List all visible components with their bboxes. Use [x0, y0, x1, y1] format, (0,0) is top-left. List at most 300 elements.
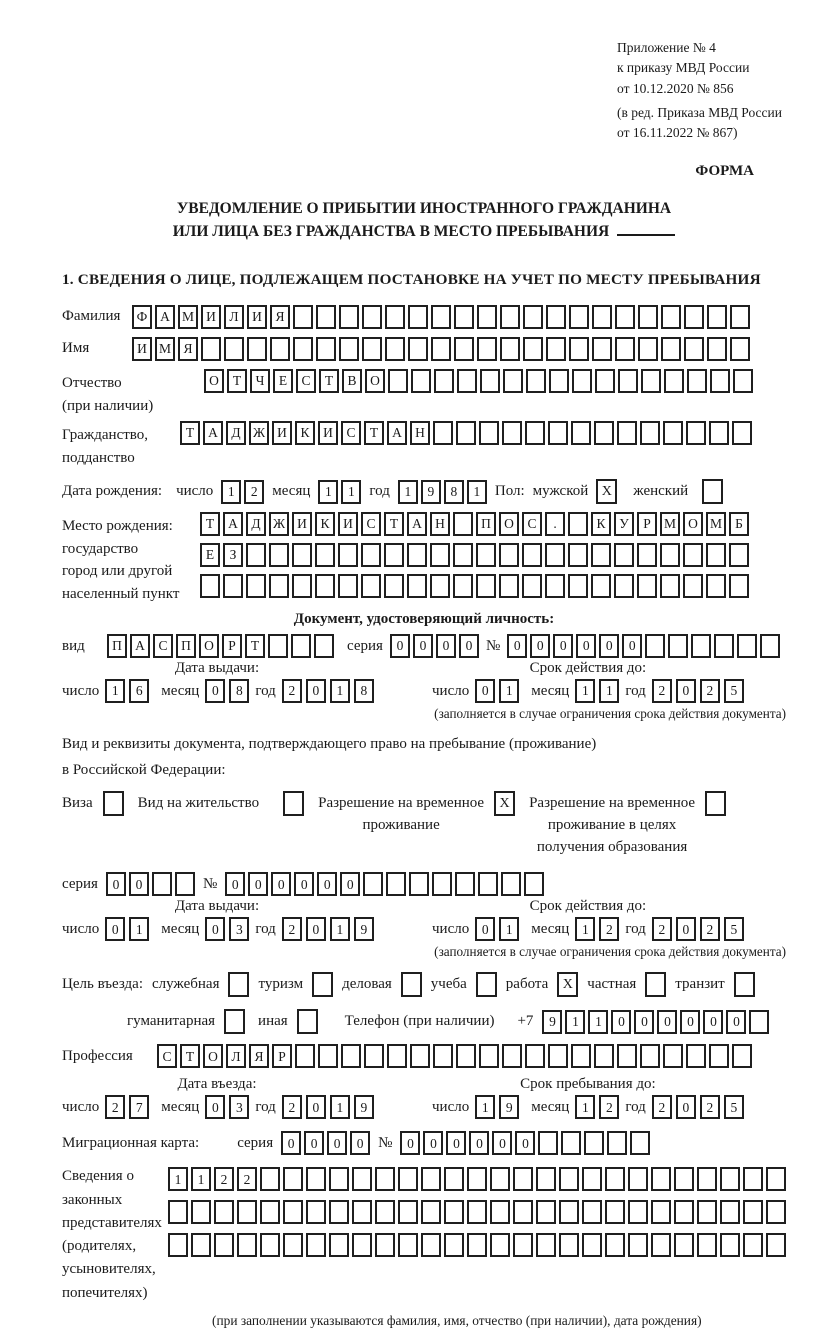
- char-cell: 7: [129, 1095, 149, 1119]
- char-cell: [732, 421, 752, 445]
- char-cell: [375, 1167, 395, 1191]
- res-issue-month-cells: [205, 917, 249, 941]
- day-label: число: [62, 920, 100, 937]
- char-cell: [571, 1044, 591, 1068]
- char-cell: [561, 1131, 581, 1155]
- annex-line: от 10.12.2020 № 856: [617, 80, 734, 96]
- temp-residence-education-checkbox: [705, 791, 726, 816]
- char-cell: [697, 1167, 717, 1191]
- char-cell: 3: [229, 917, 249, 941]
- char-cell: [237, 1233, 257, 1257]
- char-cell: [720, 1167, 740, 1191]
- char-cell: [559, 1200, 579, 1224]
- char-cell: [214, 1233, 234, 1257]
- char-cell: А: [203, 421, 223, 445]
- char-cell: [362, 305, 382, 329]
- char-cell: [697, 1200, 717, 1224]
- char-cell: [523, 305, 543, 329]
- name-cells: [132, 337, 750, 361]
- char-cell: [431, 337, 451, 361]
- char-cell: [341, 1044, 361, 1068]
- birth-place-cell-rows: [200, 512, 749, 598]
- patronymic-label: Отчество (при наличии): [62, 375, 154, 414]
- char-cell: [732, 1044, 752, 1068]
- surname-label: Фамилия: [62, 308, 121, 325]
- char-cell: 2: [282, 917, 302, 941]
- char-cell: [315, 543, 335, 567]
- char-cell: О: [365, 369, 385, 393]
- char-cell: [743, 1233, 763, 1257]
- char-cell: 0: [106, 872, 126, 896]
- char-cell: [490, 1233, 510, 1257]
- doc-series-label: серия: [347, 637, 383, 654]
- temp-residence-checkbox: X: [494, 791, 515, 816]
- valid-until-heading: Срок действия до:: [529, 660, 647, 677]
- option-temp-residence: Разрешение на временное проживание X: [318, 791, 515, 837]
- char-cell: [584, 1131, 604, 1155]
- entry-stay-dates: [62, 1076, 786, 1119]
- char-cell: О: [683, 512, 703, 536]
- char-cell: Д: [246, 512, 266, 536]
- char-cell: 1: [105, 679, 125, 703]
- char-cell: 0: [459, 634, 479, 658]
- char-cell: [546, 337, 566, 361]
- char-cell: [614, 574, 634, 598]
- char-cell: [618, 369, 638, 393]
- char-cell: 0: [281, 1131, 301, 1155]
- char-cell: Л: [224, 305, 244, 329]
- year-label: год: [255, 1098, 276, 1115]
- entry-day-cells: [105, 1095, 149, 1119]
- month-label: месяц: [161, 920, 200, 937]
- birth-day-cells: [221, 480, 264, 504]
- char-cell: [314, 634, 334, 658]
- char-cell: [743, 1200, 763, 1224]
- char-cell: [582, 1233, 602, 1257]
- char-cell: 0: [390, 634, 410, 658]
- option-visa: Виза: [62, 791, 124, 816]
- char-cell: 8: [444, 480, 464, 504]
- char-cell: 1: [330, 679, 350, 703]
- char-cell: 0: [530, 634, 550, 658]
- char-cell: [568, 512, 588, 536]
- char-cell: 0: [400, 1131, 420, 1155]
- char-cell: 9: [499, 1095, 519, 1119]
- year-label: год: [625, 920, 646, 937]
- char-cell: 2: [652, 917, 672, 941]
- annex-line: от 16.11.2022 № 867): [617, 125, 738, 140]
- visa-checkbox: [103, 791, 124, 816]
- sex-female-checkbox: [702, 479, 723, 504]
- char-cell: [595, 369, 615, 393]
- profession-cells: [157, 1044, 752, 1068]
- char-cell: [421, 1233, 441, 1257]
- day-label: число: [432, 682, 470, 699]
- char-cell: Д: [226, 421, 246, 445]
- char-cell: [223, 574, 243, 598]
- char-cell: 0: [327, 1131, 347, 1155]
- char-cell: [559, 1167, 579, 1191]
- char-cell: [385, 337, 405, 361]
- char-cell: И: [201, 305, 221, 329]
- char-cell: [387, 1044, 407, 1068]
- char-cell: [524, 872, 544, 896]
- char-cell: [268, 634, 288, 658]
- issue-month-cells: [205, 679, 249, 703]
- char-cell: [522, 543, 542, 567]
- char-cell: [260, 1200, 280, 1224]
- stay-day-cells: [475, 1095, 519, 1119]
- sex-male-checkbox: X: [596, 479, 617, 504]
- char-cell: Т: [180, 421, 200, 445]
- char-cell: [318, 1044, 338, 1068]
- char-cell: 2: [599, 1095, 619, 1119]
- char-cell: [306, 1233, 326, 1257]
- char-cell: [605, 1167, 625, 1191]
- char-cell: [352, 1233, 372, 1257]
- res-valid-day-cells: [475, 917, 519, 941]
- char-cell: 0: [248, 872, 268, 896]
- char-cell: П: [176, 634, 196, 658]
- char-cell: [503, 369, 523, 393]
- char-cell: [686, 421, 706, 445]
- char-cell: [569, 337, 589, 361]
- char-cell: Т: [245, 634, 265, 658]
- char-cell: А: [155, 305, 175, 329]
- char-cell: Р: [272, 1044, 292, 1068]
- representatives-row: [62, 1165, 786, 1305]
- form-title-line2: ИЛИ ЛИЦА БЕЗ ГРАЖДАНСТВА В МЕСТО ПРЕБЫВАНИЯ: [62, 221, 786, 243]
- char-cell: [651, 1233, 671, 1257]
- char-cell: С: [153, 634, 173, 658]
- char-cell: [480, 369, 500, 393]
- char-cell: [500, 337, 520, 361]
- char-cell: [502, 1044, 522, 1068]
- res-series-label: серия: [62, 875, 98, 892]
- char-cell: 1: [129, 917, 149, 941]
- char-cell: [686, 1044, 706, 1068]
- char-cell: 0: [304, 1131, 324, 1155]
- char-cell: [292, 543, 312, 567]
- char-cell: [408, 305, 428, 329]
- char-cell: [329, 1233, 349, 1257]
- res-valid-month-cells: [575, 917, 619, 941]
- char-cell: [398, 1200, 418, 1224]
- char-cell: [453, 512, 473, 536]
- char-cell: [467, 1167, 487, 1191]
- char-cell: [224, 337, 244, 361]
- char-cell: [292, 574, 312, 598]
- char-cell: 0: [492, 1131, 512, 1155]
- doc-number-cells: [507, 634, 780, 658]
- char-cell: [559, 1233, 579, 1257]
- mig-series-label: серия: [237, 1134, 274, 1151]
- char-cell: [467, 1233, 487, 1257]
- purpose-label: Цель въезда:: [62, 976, 143, 993]
- month-label: месяц: [272, 483, 311, 500]
- option-residence-permit: Вид на жительство: [138, 791, 304, 816]
- res-issue-day-cells: [105, 917, 149, 941]
- char-cell: [352, 1167, 372, 1191]
- birth-place-labels: Место рождения: государство город или другой населенный пункт: [62, 518, 180, 602]
- char-cell: [720, 1233, 740, 1257]
- char-cell: 0: [676, 917, 696, 941]
- char-cell: 0: [129, 872, 149, 896]
- char-cell: 0: [350, 1131, 370, 1155]
- char-cell: О: [199, 634, 219, 658]
- sex-female-label: женский: [633, 483, 689, 500]
- char-cell: М: [706, 512, 726, 536]
- char-cell: [628, 1167, 648, 1191]
- char-cell: 0: [553, 634, 573, 658]
- char-cell: [536, 1200, 556, 1224]
- char-cell: [352, 1200, 372, 1224]
- section1-heading: 1. СВЕДЕНИЯ О ЛИЦЕ, ПОДЛЕЖАЩЕМ ПОСТАНОВКЕ НА УЧЕТ ПО МЕСТУ ПРЕБЫВАНИЯ: [62, 271, 761, 289]
- char-cell: [674, 1233, 694, 1257]
- char-cell: [683, 543, 703, 567]
- char-cell: [398, 1167, 418, 1191]
- char-cell: [628, 1200, 648, 1224]
- annex-header: [617, 38, 817, 143]
- char-cell: [615, 305, 635, 329]
- char-cell: 1: [565, 1010, 585, 1034]
- char-cell: В: [342, 369, 362, 393]
- char-cell: [766, 1233, 786, 1257]
- char-cell: О: [203, 1044, 223, 1068]
- char-cell: [246, 543, 266, 567]
- purpose-official-checkbox: [228, 972, 249, 997]
- char-cell: [410, 1044, 430, 1068]
- char-cell: С: [157, 1044, 177, 1068]
- char-cell: [706, 574, 726, 598]
- char-cell: 2: [105, 1095, 125, 1119]
- residence-series-row: [62, 872, 786, 896]
- res-number-cells: [225, 872, 544, 896]
- char-cell: [168, 1200, 188, 1224]
- char-cell: [456, 421, 476, 445]
- char-cell: 0: [507, 634, 527, 658]
- res-valid-year-cells: [652, 917, 744, 941]
- birth-date-label: Дата рождения:: [62, 483, 163, 500]
- char-cell: 8: [354, 679, 374, 703]
- char-cell: Ф: [132, 305, 152, 329]
- char-cell: [709, 421, 729, 445]
- annex-line: Приложение № 4: [617, 40, 716, 55]
- char-cell: [430, 574, 450, 598]
- day-label: число: [176, 483, 214, 500]
- char-cell: Н: [430, 512, 450, 536]
- char-cell: 1: [499, 917, 519, 941]
- char-cell: 0: [423, 1131, 443, 1155]
- stay-until-heading: Срок пребывания до:: [520, 1076, 656, 1093]
- char-cell: [191, 1233, 211, 1257]
- char-cell: 2: [599, 917, 619, 941]
- char-cell: Т: [364, 421, 384, 445]
- char-cell: 0: [105, 917, 125, 941]
- identity-doc-dates: [62, 660, 786, 703]
- char-cell: [628, 1233, 648, 1257]
- char-cell: [214, 1200, 234, 1224]
- profession-label: Профессия: [62, 1047, 133, 1064]
- char-cell: [283, 1200, 303, 1224]
- char-cell: [260, 1167, 280, 1191]
- issue-day-cells: [105, 679, 149, 703]
- char-cell: 1: [221, 480, 241, 504]
- birth-date-row: [62, 479, 786, 504]
- char-cell: [329, 1200, 349, 1224]
- char-cell: [651, 1200, 671, 1224]
- char-cell: 5: [724, 1095, 744, 1119]
- char-cell: [660, 574, 680, 598]
- char-cell: [398, 1233, 418, 1257]
- char-cell: [431, 305, 451, 329]
- title-underline: [617, 222, 675, 236]
- char-cell: [674, 1167, 694, 1191]
- char-cell: [630, 1131, 650, 1155]
- year-label: год: [255, 920, 276, 937]
- char-cell: [490, 1200, 510, 1224]
- char-cell: 0: [340, 872, 360, 896]
- phone-label: Телефон (при наличии): [344, 1013, 495, 1030]
- char-cell: [362, 337, 382, 361]
- char-cell: 1: [467, 480, 487, 504]
- res-validity-note: (заполняется в случае ограничения срока действия документа): [434, 944, 786, 960]
- char-cell: [430, 543, 450, 567]
- char-cell: 2: [282, 679, 302, 703]
- char-cell: [568, 574, 588, 598]
- char-cell: [283, 1233, 303, 1257]
- char-cell: [582, 1200, 602, 1224]
- stay-month-cells: [575, 1095, 619, 1119]
- char-cell: [306, 1167, 326, 1191]
- char-cell: [291, 634, 311, 658]
- char-cell: [407, 574, 427, 598]
- identity-doc-row: [62, 634, 786, 658]
- doc-type-cells: [107, 634, 334, 658]
- char-cell: [668, 634, 688, 658]
- doc-type-label: вид: [62, 637, 85, 654]
- char-cell: [433, 421, 453, 445]
- char-cell: [283, 1167, 303, 1191]
- char-cell: Ж: [249, 421, 269, 445]
- char-cell: [454, 305, 474, 329]
- valid-year-cells: [652, 679, 744, 703]
- sex-male-label: мужской: [532, 483, 589, 500]
- char-cell: [651, 1167, 671, 1191]
- purpose-tourism-checkbox: [312, 972, 333, 997]
- char-cell: 6: [129, 679, 149, 703]
- purpose-transit-checkbox: [734, 972, 755, 997]
- char-cell: [687, 369, 707, 393]
- entry-month-cells: [205, 1095, 249, 1119]
- residence-doc-dates: [62, 898, 786, 941]
- char-cell: 0: [317, 872, 337, 896]
- char-cell: [766, 1200, 786, 1224]
- mig-number-cells: [400, 1131, 650, 1155]
- char-cell: 1: [575, 1095, 595, 1119]
- char-cell: [513, 1167, 533, 1191]
- char-cell: [421, 1167, 441, 1191]
- char-cell: [467, 1200, 487, 1224]
- surname-row: [62, 305, 786, 329]
- char-cell: С: [341, 421, 361, 445]
- char-cell: 0: [657, 1010, 677, 1034]
- residence-doc-options: [62, 791, 786, 858]
- char-cell: О: [499, 512, 519, 536]
- char-cell: [499, 574, 519, 598]
- purpose-other-checkbox: [297, 1009, 318, 1034]
- char-cell: 0: [676, 679, 696, 703]
- char-cell: 1: [499, 679, 519, 703]
- char-cell: [408, 337, 428, 361]
- char-cell: [513, 1200, 533, 1224]
- char-cell: [499, 543, 519, 567]
- char-cell: [315, 574, 335, 598]
- char-cell: [375, 1200, 395, 1224]
- char-cell: [432, 872, 452, 896]
- char-cell: [614, 543, 634, 567]
- char-cell: [691, 634, 711, 658]
- char-cell: [594, 421, 614, 445]
- char-cell: 1: [398, 480, 418, 504]
- char-cell: [501, 872, 521, 896]
- char-cell: [683, 574, 703, 598]
- char-cell: 0: [634, 1010, 654, 1034]
- month-label: месяц: [531, 1098, 570, 1115]
- char-cell: [637, 543, 657, 567]
- visit-purpose-row: Цель въезда: служебная туризм деловая учеба работа X частная транзит: [62, 972, 786, 997]
- char-cell: 0: [205, 1095, 225, 1119]
- char-cell: А: [223, 512, 243, 536]
- char-cell: [375, 1233, 395, 1257]
- issue-year-cells: [282, 679, 374, 703]
- representatives-cells-1: [168, 1167, 786, 1191]
- char-cell: [316, 305, 336, 329]
- char-cell: [456, 1044, 476, 1068]
- char-cell: 0: [446, 1131, 466, 1155]
- char-cell: [175, 872, 195, 896]
- form-title-line1: УВЕДОМЛЕНИЕ О ПРИБЫТИИ ИНОСТРАННОГО ГРАЖДАНИНА: [176, 200, 672, 218]
- char-cell: О: [204, 369, 224, 393]
- char-cell: [664, 369, 684, 393]
- char-cell: [513, 1233, 533, 1257]
- char-cell: [594, 1044, 614, 1068]
- representatives-cell-rows: [168, 1165, 786, 1305]
- char-cell: 8: [229, 679, 249, 703]
- char-cell: [737, 634, 757, 658]
- char-cell: [661, 337, 681, 361]
- char-cell: [591, 574, 611, 598]
- char-cell: [385, 305, 405, 329]
- char-cell: Т: [319, 369, 339, 393]
- char-cell: У: [614, 512, 634, 536]
- birth-month-cells: [318, 480, 361, 504]
- stay-year-cells: [652, 1095, 744, 1119]
- char-cell: [766, 1167, 786, 1191]
- representatives-note: (при заполнении указываются фамилия, имя, отчество (при наличии), дата рождения): [212, 1312, 702, 1328]
- char-cell: С: [522, 512, 542, 536]
- char-cell: [364, 1044, 384, 1068]
- char-cell: [453, 574, 473, 598]
- char-cell: 2: [237, 1167, 257, 1191]
- char-cell: [546, 305, 566, 329]
- char-cell: А: [407, 512, 427, 536]
- month-label: месяц: [161, 682, 200, 699]
- purpose-private-checkbox: [645, 972, 666, 997]
- purpose-humanitarian-checkbox: [224, 1009, 245, 1034]
- validity-note: (заполняется в случае ограничения срока действия документа): [434, 706, 786, 722]
- char-cell: .: [545, 512, 565, 536]
